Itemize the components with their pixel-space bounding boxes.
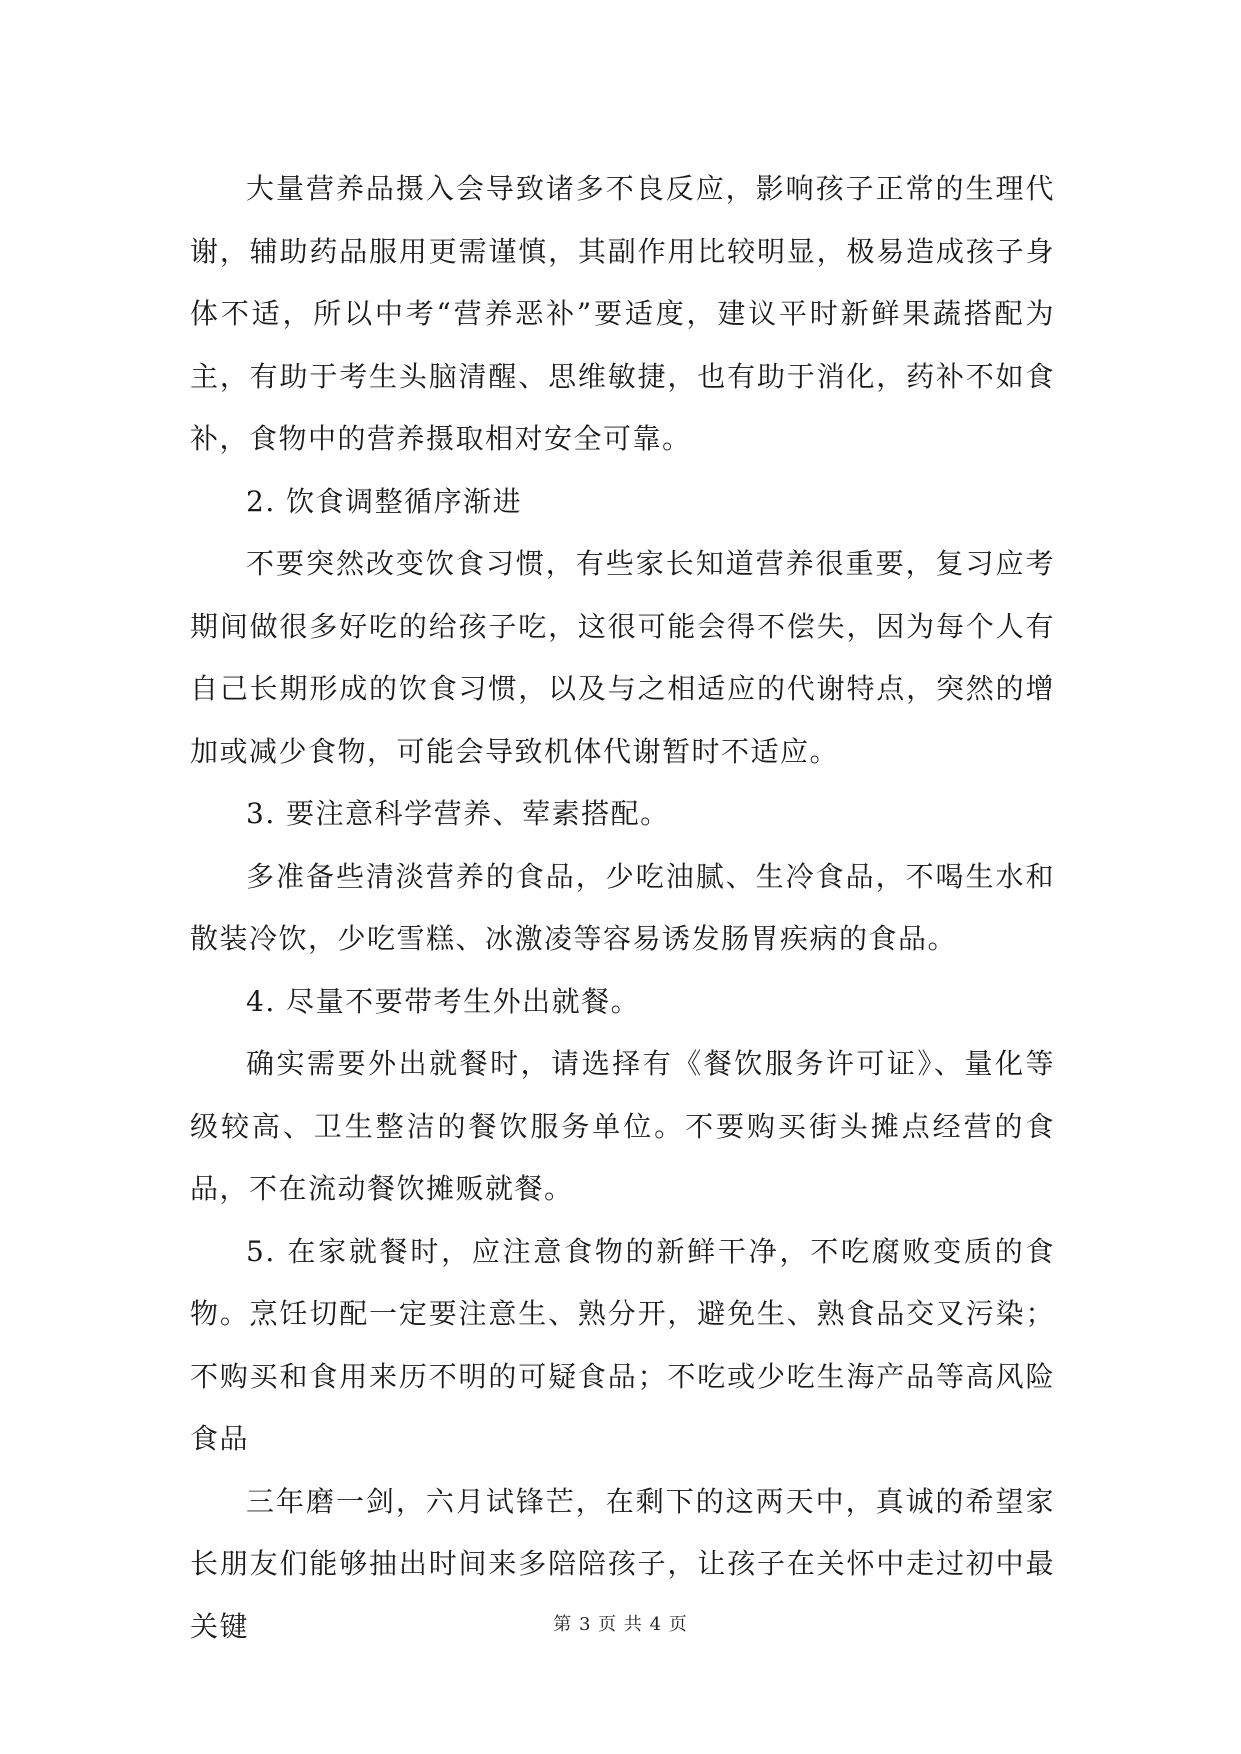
paragraph-nutrition-supplements: 大量营养品摄入会导致诸多不良反应，影响孩子正常的生理代谢，辅助药品服用更需谨慎，其副作用比较明显，极易造成孩子身体不适，所以中考“营养恶补”要适度，建议平时新鲜果蔬搭配为主，有助于考生头脑清醒、思维敏捷，也有助于消化，药补不如食补，食物中的营养摄取相对安全可靠。 — [190, 172, 1055, 455]
heading-dining-out: 4. 尽量不要带考生外出就餐。 — [246, 984, 641, 1018]
paragraph-light-food: 多准备些清淡营养的食品，少吃油腻、生冷食品，不喝生水和散装冷饮，少吃雪糕、冰激凌等容易诱发肠胃疾病的食品。 — [190, 859, 1055, 955]
heading-diet-adjustment: 2. 饮食调整循序渐进 — [246, 484, 523, 518]
paragraph-dining-out: 确实需要外出就餐时，请选择有《餐饮服务许可证》、量化等级较高、卫生整洁的餐饮服务单位。不要购买街头摊点经营的食品，不在流动餐饮摊贩就餐。 — [190, 1047, 1055, 1205]
paragraph-closing: 三年磨一剑，六月试锋芒，在剩下的这两天中，真诚的希望家长朋友们能够抽出时间来多陪陪孩子，让孩子在关怀中走过初中最关键 — [190, 1484, 1055, 1643]
paragraph-home-dining: 5. 在家就餐时，应注意食物的新鲜干净，不吃腐败变质的食物。烹饪切配一定要注意生、熟分开，避免生、熟食品交叉污染；不购买和食用来历不明的可疑食品；不吃或少吃生海产品等高风险食品 — [190, 1234, 1055, 1455]
heading-scientific-nutrition: 3. 要注意科学营养、荤素搭配。 — [246, 797, 670, 830]
document-body — [190, 158, 1055, 1658]
paragraph-diet-habits: 不要突然改变饮食习惯，有些家长知道营养很重要，复习应考期间做很多好吃的给孩子吃，这很可能会得不偿失，因为每个人有自己长期形成的饮食习惯，以及与之相适应的代谢特点，突然的增加或减少食物，可能会导致机体代谢暂时不适应。 — [190, 547, 1055, 768]
page-number-footer: 第 3 页 共 4 页 — [553, 1614, 688, 1635]
